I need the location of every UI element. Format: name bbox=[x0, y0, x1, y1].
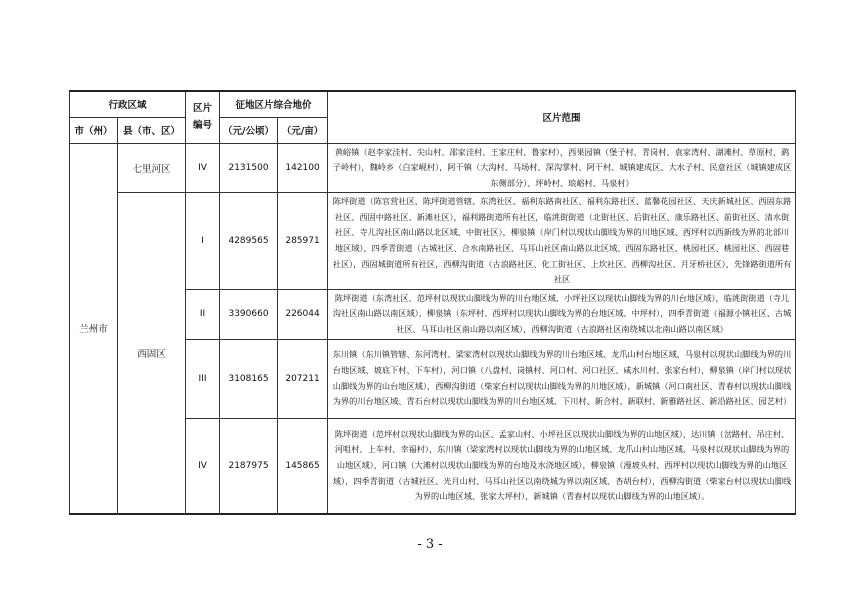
city-cell: 兰州市 bbox=[70, 143, 118, 514]
header-county: 县（市、区） bbox=[118, 117, 186, 143]
zone-cell: II bbox=[186, 289, 220, 339]
price-mu-cell: 142100 bbox=[278, 143, 328, 193]
county-cell: 七里河区 bbox=[118, 143, 186, 193]
header-city: 市（州） bbox=[70, 117, 118, 143]
header-scope: 区片范围 bbox=[328, 91, 796, 143]
price-mu-cell: 285971 bbox=[278, 193, 328, 290]
price-mu-cell: 226044 bbox=[278, 289, 328, 339]
zone-cell: IV bbox=[186, 143, 220, 193]
land-price-table bbox=[69, 90, 796, 515]
header-unit-mu: （元/亩） bbox=[278, 117, 328, 143]
price-hectare-cell: 3108165 bbox=[220, 339, 278, 418]
table-row bbox=[70, 143, 796, 193]
price-hectare-cell: 2187975 bbox=[220, 418, 278, 514]
price-hectare-cell: 4289565 bbox=[220, 193, 278, 290]
price-hectare-cell: 2131500 bbox=[220, 143, 278, 193]
page-number: - 3 - bbox=[417, 537, 443, 552]
scope-cell: 陈坪街道（陈官营社区、陈坪街道管辖、东湾社区、福利东路南社区、福利东路社区、蓝馨花园社区、天庆新城社区、西固东路社区、西固中路社区、新滩社区），福利路街道所有社区，临洮街街道（北街社区、后街社区、康乐路社区、前街社区、清水街社区、寺儿沟社区南山路以北区域、中街社区），柳泉镇（岸门村以现状山脚线为界的川地区域、西坪村以西新线为界的北部川地区域），四季青街道（古城社区、合水南路社区、马耳山社区南山路以北区域、西固东路社区、桃园社区、桃园社区、西固巷社区），西固城街道所有社区，西柳沟街道（古浪路社区、化工街社区、上坎社区、西柳沟社区、月牙桥社区），先锋路街道所有社区 bbox=[328, 193, 796, 290]
zone-cell: III bbox=[186, 339, 220, 418]
table-row bbox=[70, 193, 796, 290]
price-mu-cell: 207211 bbox=[278, 339, 328, 418]
zone-cell: I bbox=[186, 193, 220, 290]
county-cell-xigu: 西固区 bbox=[118, 193, 186, 514]
header-price: 征地区片综合地价 bbox=[220, 91, 328, 117]
scope-cell: 黄峪镇（赵李家洼村、尖山村、邵家洼村、王家庄村、鲁家村），西果园镇（堡子村、青岗村、袁家湾村、湖滩村、草原村、鹞子岭村），魏岭乡（白家岘村），阿干镇（大沟村、马场村、深沟掌村、阿干村、城镇建成区、大水子村、民意社区（城镇建成区东侧部分）、坪岭村、琅峪村、马泉村） bbox=[328, 143, 796, 193]
scope-cell: 陈坪街道（范坪村以现状山脚线为界的山区、孟家山村、小坪社区以现状山脚线为界的山地区域），达川镇（岔路村、吊庄村、河咀村、上车村、幸福村），东川镇（梁家湾村以现状山脚线为界的山地区域、龙爪山村山地区域、马泉村以现状山脚线为界的山地区域），河口镇（大滩村以现状山脚线为界的台地及水浇地区域），柳泉镇（漫坡头村、西坪村以现状山脚线为界的山地区域），四季青街道（古城社区、光月山村、马耳山社区以南绕城为界以南区域、杏胡台村），西柳沟街道（柴家台村以现状山脚线为界的山地区域、张家大坪村），新城镇（青春村以现状山脚线为界的山地区域）。 bbox=[328, 418, 796, 514]
header-zone-no: 区片编号 bbox=[186, 91, 220, 143]
price-mu-cell: 145865 bbox=[278, 418, 328, 514]
price-hectare-cell: 3390660 bbox=[220, 289, 278, 339]
header-row-1 bbox=[70, 91, 796, 117]
header-unit-hectare: （元/公顷） bbox=[220, 117, 278, 143]
zone-cell: IV bbox=[186, 418, 220, 514]
scope-cell: 陈坪街道（东湾社区、范坪村以现状山脚线为界的川台地区域、小坪社区以现状山脚线为界的川台地区域），临洮街街道（寺儿沟社区南山路以南区域），柳泉镇（东坪村、西坪村以现状山脚线为界的台地区域、中坪村），四季青街道（福源小镇社区、古城社区、马耳山社区南山路以南区域），西柳沟街道（古浪路社区南绕城以北南山路以南区域） bbox=[328, 289, 796, 339]
header-admin-region: 行政区域 bbox=[70, 91, 186, 117]
scope-cell: 东川镇（东川镇管辖、东河湾村、梁家湾村以现状山脚线为界的川台地区域、龙爪山村台地区域、马泉村以现状山脚线为界的川台地区域、坡底下村、下车村），河口镇（八盘村、岗镇村、河口村、河口社区、咸水川村、张家台村），柳泉镇（岸门村以现状山脚线为界的山台地区域），西柳沟街道（柴家台村以现状山脚线为界的川地区域），新城镇（河口南社区、青春村以现状山脚线为界的川台地区域、青石台村以现状山脚线为界的川台地区域、下川村、新合村、新联村、新雅路社区、新沿路社区、园艺村） bbox=[328, 339, 796, 418]
